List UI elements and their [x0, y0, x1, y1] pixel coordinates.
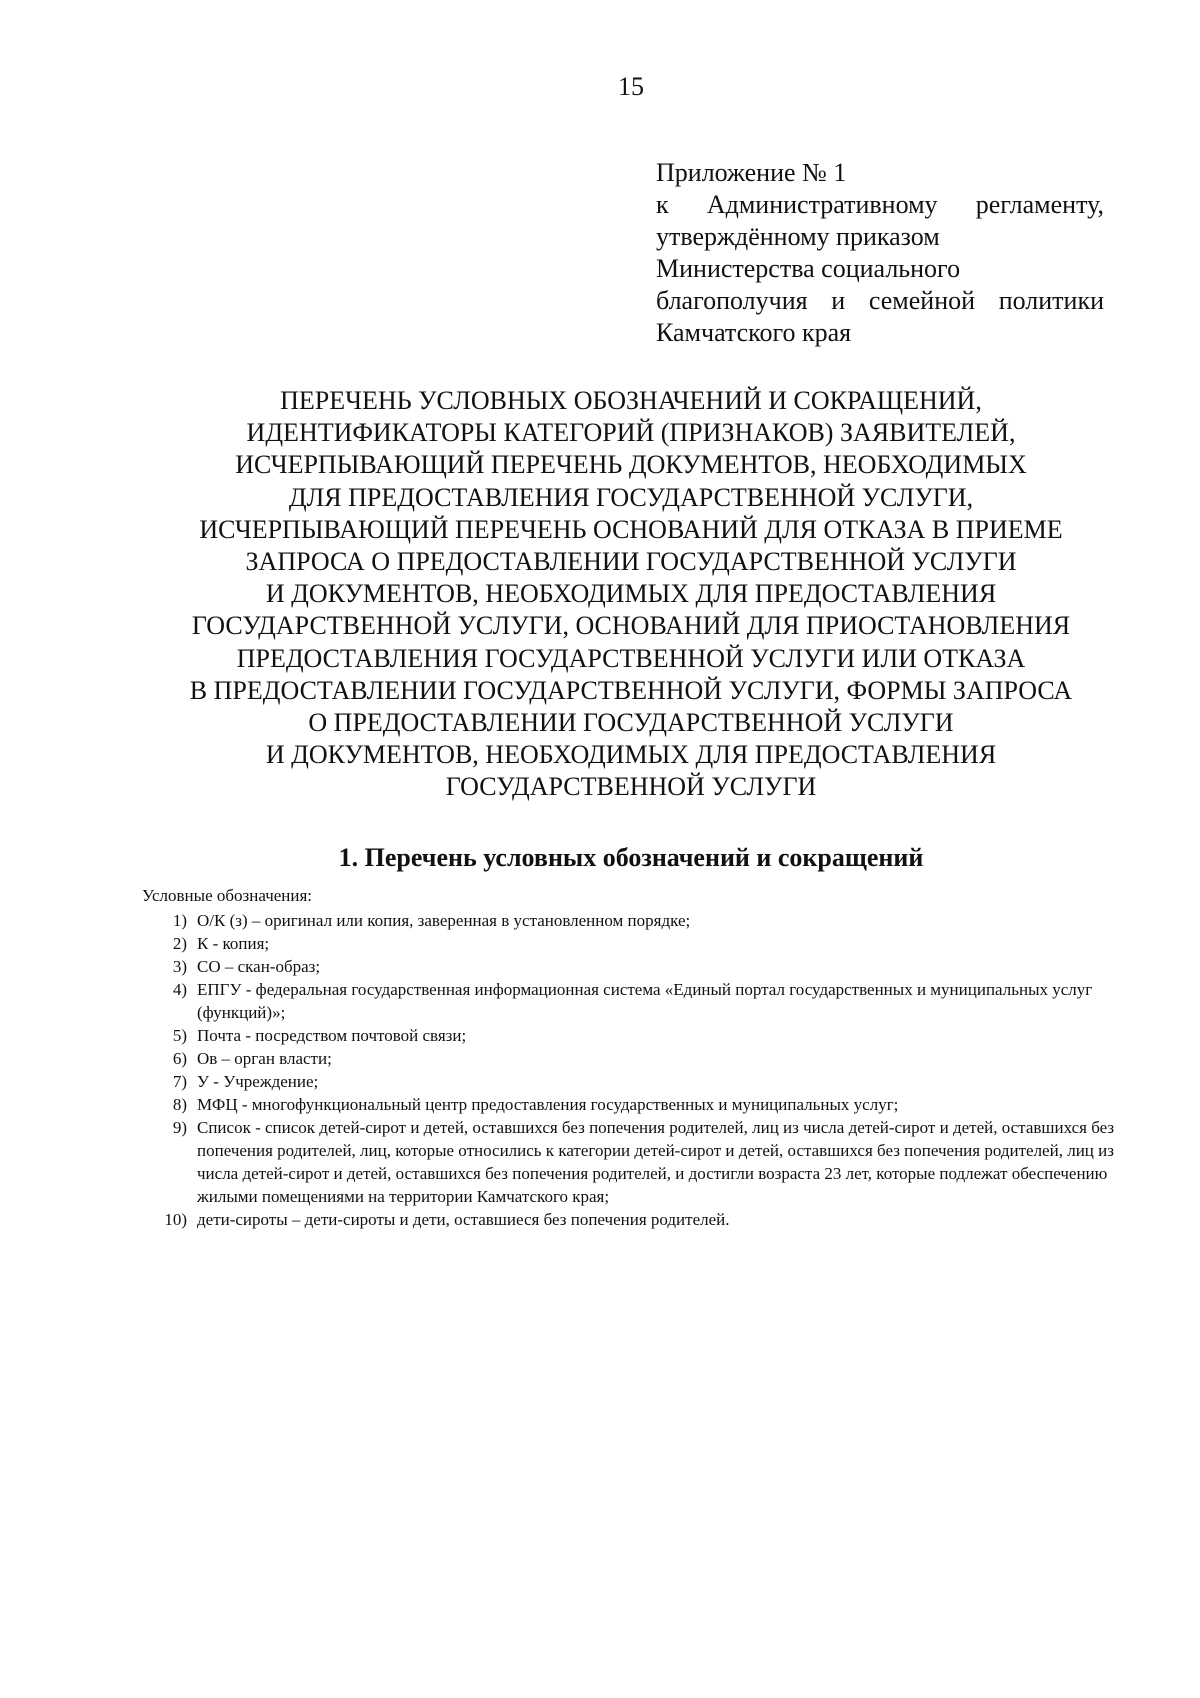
list-item	[142, 909, 1122, 932]
list-item	[142, 1070, 1122, 1093]
list-item-text: СО – скан-образ;	[197, 957, 321, 976]
title-line: В ПРЕДОСТАВЛЕНИИ ГОСУДАРСТВЕННОЙ УСЛУГИ, ФОРМЫ ЗАПРОСА	[189, 675, 1073, 705]
appendix-note	[656, 157, 1104, 349]
page-number: 15	[618, 72, 644, 101]
list-item-number: 2)	[172, 934, 187, 953]
appendix-line: благополучия и семейной политики	[656, 286, 1104, 315]
list-item	[142, 1208, 1122, 1231]
list-item-text: МФЦ - многофункциональный центр предоставления государственных и муниципальных услуг;	[197, 1095, 899, 1114]
title-line: ГОСУДАРСТВЕННОЙ УСЛУГИ, ОСНОВАНИЙ ДЛЯ ПРИОСТАНОВЛЕНИЯ	[191, 611, 1071, 641]
title-line: ИСЧЕРПЫВАЮЩИЙ ПЕРЕЧЕНЬ ОСНОВАНИЙ ДЛЯ ОТКАЗА В ПРИЕМЕ	[199, 514, 1063, 544]
list-item-number: 1)	[172, 911, 187, 930]
title-line: О ПРЕДОСТАВЛЕНИИ ГОСУДАРСТВЕННОЙ УСЛУГИ	[308, 708, 954, 738]
list-item	[142, 932, 1122, 955]
list-item-number: 3)	[172, 957, 187, 976]
list-item	[142, 1024, 1122, 1047]
title-line: ДЛЯ ПРЕДОСТАВЛЕНИЯ ГОСУДАРСТВЕННОЙ УСЛУГИ,	[288, 482, 974, 512]
list-item-text: Ов – орган власти;	[197, 1049, 332, 1068]
title-line: ИДЕНТИФИКАТОРЫ КАТЕГОРИЙ (ПРИЗНАКОВ) ЗАЯВИТЕЛЕЙ,	[246, 418, 1016, 448]
title-line: И ДОКУМЕНТОВ, НЕОБХОДИМЫХ ДЛЯ ПРЕДОСТАВЛЕНИЯ	[265, 740, 997, 770]
legend-label: Условные обозначения:	[142, 886, 313, 905]
list-item-number: 9)	[172, 1118, 187, 1137]
list-item-text: О/К (з) – оригинал или копия, заверенная в установленном порядке;	[197, 911, 691, 930]
list-item-number: 5)	[172, 1026, 187, 1045]
appendix-line: Министерства социального	[656, 254, 961, 283]
title-line: ГОСУДАРСТВЕННОЙ УСЛУГИ	[445, 772, 817, 802]
list-item	[142, 1093, 1122, 1116]
appendix-line: к Административному регламенту,	[656, 190, 1104, 219]
section-heading: 1. Перечень условных обозначений и сокращений	[338, 843, 924, 872]
appendix-line: Камчатского края	[656, 318, 852, 347]
list-item-number: 10)	[164, 1210, 187, 1229]
list-item-text: К - копия;	[197, 934, 270, 953]
title-line: И ДОКУМЕНТОВ, НЕОБХОДИМЫХ ДЛЯ ПРЕДОСТАВЛЕНИЯ	[265, 579, 997, 609]
document-title	[100, 385, 1162, 804]
list-item-number: 8)	[172, 1095, 187, 1114]
title-line: ПЕРЕЧЕНЬ УСЛОВНЫХ ОБОЗНАЧЕНИЙ И СОКРАЩЕНИЙ,	[280, 386, 982, 415]
title-line: ИСЧЕРПЫВАЮЩИЙ ПЕРЕЧЕНЬ ДОКУМЕНТОВ, НЕОБХОДИМЫХ	[235, 450, 1027, 480]
list-item	[142, 1116, 1122, 1208]
list-item-text: ЕПГУ - федеральная государственная информационная система «Единый портал государственных и муниципальных услуг (функций)»;	[197, 980, 1093, 1022]
title-line: ЗАПРОСА О ПРЕДОСТАВЛЕНИИ ГОСУДАРСТВЕННОЙ УСЛУГИ	[245, 547, 1017, 577]
list-item-number: 7)	[172, 1072, 187, 1091]
list-item-number: 4)	[172, 980, 187, 999]
list-item-text: Почта - посредством почтовой связи;	[197, 1026, 467, 1045]
list-item	[142, 978, 1122, 1024]
list-item-text: Список - список детей-сирот и детей, оставшихся без попечения родителей, лиц из числа детей-сирот и детей, оставшихся без попечения родителей, лиц, которые относились к категории детей-сирот и детей, оставшихся без попечения родителей, лиц из числа детей-сирот и детей, оставшихся без попечения родителей, и достигли возраста 23 лет, которые подлежат обеспечению жилыми помещениями на территории Камчатского края;	[197, 1118, 1115, 1206]
appendix-line: Приложение № 1	[656, 158, 847, 187]
list-item-number: 6)	[172, 1049, 187, 1068]
title-line: ПРЕДОСТАВЛЕНИЯ ГОСУДАРСТВЕННОЙ УСЛУГИ ИЛИ ОТКАЗА	[236, 643, 1026, 673]
list-item-text: дети-сироты – дети-сироты и дети, оставшиеся без попечения родителей.	[197, 1210, 730, 1229]
appendix-line: утверждённому приказом	[656, 222, 940, 251]
list-item	[142, 955, 1122, 978]
list-item	[142, 1047, 1122, 1070]
legend-list	[142, 909, 1122, 1231]
list-item-text: У - Учреждение;	[197, 1072, 319, 1091]
